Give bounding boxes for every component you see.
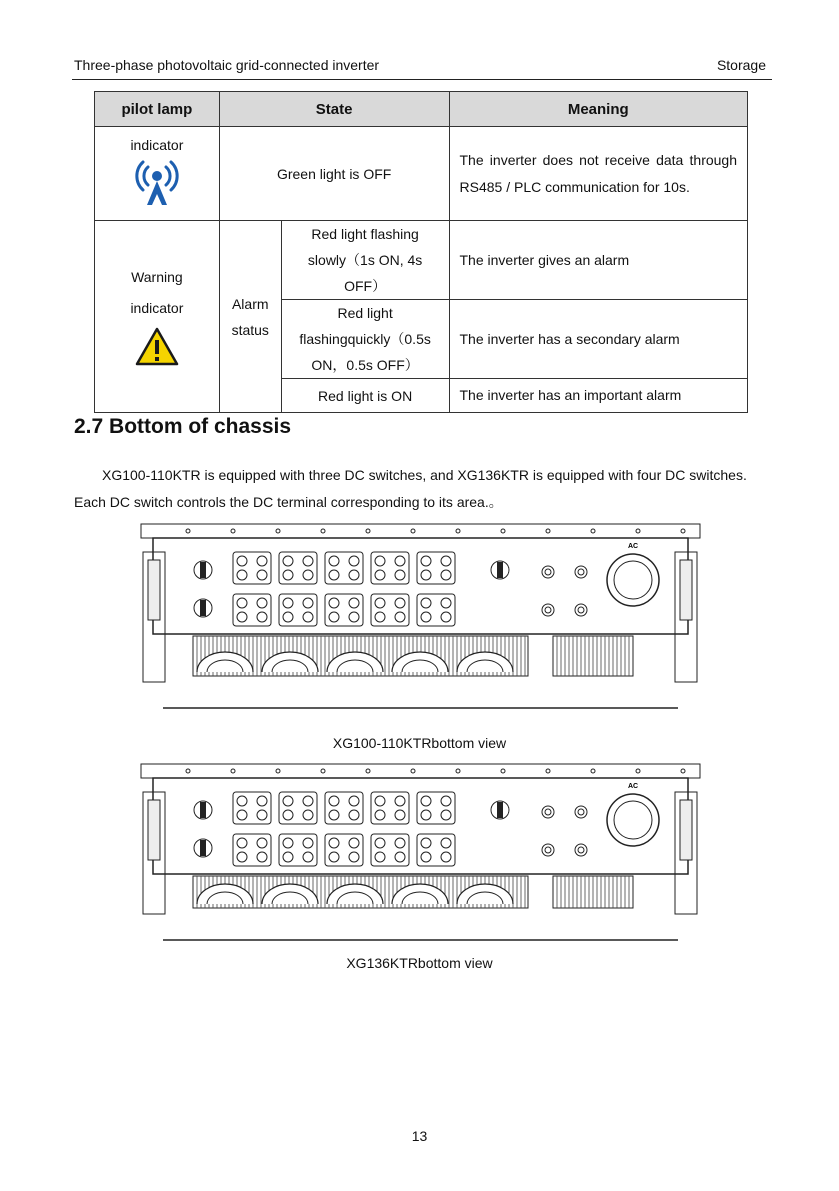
state-cell: [281, 300, 449, 379]
ac-label: AC: [627, 543, 639, 550]
inverter-bottom-view-figure: [133, 522, 708, 712]
meaning-cell: The inverter does not receive data through RS485 / PLC communication for 10s.: [449, 127, 748, 221]
comm-port: [542, 566, 554, 578]
state-cell: Green light is OFF: [219, 127, 449, 221]
ac-gland: [607, 794, 659, 846]
col-header-state: State: [219, 92, 449, 127]
warning-triangle-icon: [135, 327, 179, 367]
alarm-status-line1: Alarm: [231, 295, 269, 312]
warning-indicator-cell: [95, 221, 220, 413]
indicator-label-line2: indicator: [130, 299, 184, 316]
page-number: 13: [411, 1128, 428, 1144]
fan: [262, 652, 318, 672]
fan: [262, 884, 318, 904]
meaning-cell: The inverter gives an alarm: [449, 221, 748, 300]
col-header-meaning: Meaning: [449, 92, 748, 127]
meaning-cell: The inverter has an important alarm: [449, 379, 748, 413]
figure-caption: XG100-110KTRbottom view: [332, 735, 507, 751]
comm-port: [575, 844, 587, 856]
state-line: slowly（1s ON, 4s: [307, 252, 423, 268]
top-rail: [141, 764, 700, 778]
comm-port: [575, 604, 587, 616]
ac-gland: [607, 554, 659, 606]
indicator-cell: [95, 127, 220, 221]
body-paragraph: XG100-110KTR is equipped with three DC switches, and XG136KTR is equipped with four DC switches. Each DC switch controls the DC terminal corresponding to its area.。: [74, 467, 747, 510]
fan: [392, 652, 448, 672]
table-row: [95, 127, 748, 221]
indicator-label: indicator: [130, 137, 184, 153]
comm-port: [542, 844, 554, 856]
comm-port: [575, 566, 587, 578]
figure-caption: XG136KTRbottom view: [346, 955, 493, 971]
section-heading: 2.7 Bottom of chassis: [74, 415, 292, 438]
inverter-bottom-view-figure: [133, 762, 708, 944]
table-row: [95, 221, 748, 300]
table-header-row: [95, 92, 748, 127]
pilot-lamp-table: [94, 91, 748, 413]
state-line: ON，0.5s OFF）: [311, 357, 419, 373]
comm-port: [575, 806, 587, 818]
running-header-section: Storage: [716, 57, 766, 73]
state-cell: [281, 221, 449, 300]
alarm-status-line2: status: [231, 321, 269, 338]
running-header-title: Three-phase photovoltaic grid-connected inverter: [74, 57, 380, 73]
comm-port: [542, 604, 554, 616]
state-line: OFF）: [344, 278, 387, 294]
header-rule: [72, 79, 772, 80]
comm-port: [542, 806, 554, 818]
ac-label: AC: [627, 783, 639, 790]
top-rail: [141, 524, 700, 538]
state-line: flashingquickly（0.5s: [299, 331, 431, 347]
alarm-status-cell: [219, 221, 281, 413]
meaning-cell: The inverter has a secondary alarm: [449, 300, 748, 379]
state-line: Red light flashing: [311, 226, 419, 242]
state-cell: Red light is ON: [281, 379, 449, 413]
col-header-pilot-lamp: pilot lamp: [95, 92, 220, 127]
fan: [392, 884, 448, 904]
state-line: Red light: [337, 305, 393, 321]
indicator-label-line1: Warning: [131, 268, 183, 285]
wireless-signal-icon: [135, 159, 179, 207]
fan: [327, 884, 383, 904]
fan: [327, 652, 383, 672]
